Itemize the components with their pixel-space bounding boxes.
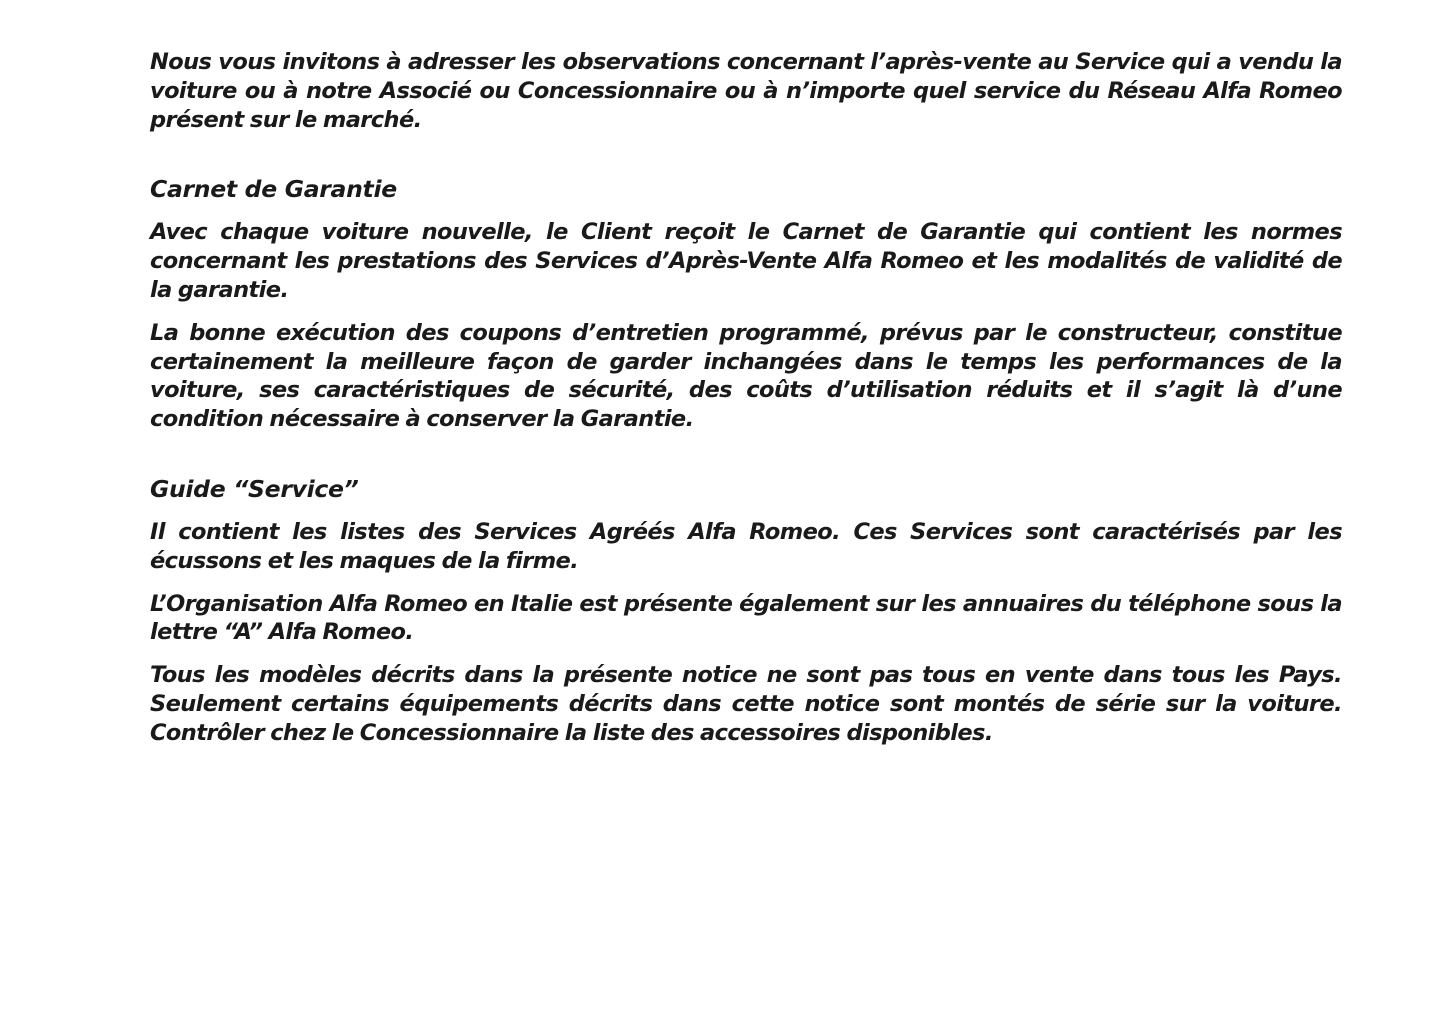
heading-guide-service: Guide “Service” [150,474,359,503]
section-spacer [150,134,1342,174]
carnet-paragraph-2: La bonne exécution des coupons d’entretien programmé, prévus par le constructeur, constitue certainement la meilleure façon de garder inchangées dans le temps les performances de la voiture, ses caractéristiques de sécurité, des coûts d’utilisation réduits et il s’agit là d’une condition nécessaire à conserver la Garantie. [150,319,1342,433]
intro-paragraph: Nous vous invitons à adresser les observations concernant l’après-vente au Service qui a vendu la voiture ou à notre Associé ou Concessionnaire ou à n’importe quel service du Réseau Alfa Romeo présent sur le marché. [150,49,1342,133]
section-spacer [150,434,1342,474]
paragraph-spacer [150,647,1342,661]
carnet-paragraph-1: Avec chaque voiture nouvelle, le Client reçoit le Carnet de Garantie qui contient les normes concernant les prestations des Services d’Après-Vente Alfa Romeo et les modalités de validité de la garantie. [150,219,1342,303]
guide-paragraph-2: L’Organisation Alfa Romeo en Italie est présente également sur les annuaires du téléphone sous la lettre “A” Alfa Romeo. [150,590,1342,646]
heading-spacer [150,504,1342,518]
guide-paragraph-1: Il contient les listes des Services Agréés Alfa Romeo. Ces Services sont caractérisés par les écussons et les maques de la firme. [150,518,1342,574]
heading-carnet-de-garantie: Carnet de Garantie [150,175,397,204]
guide-paragraph-3: Tous les modèles décrits dans la présente notice ne sont pas tous en vente dans tous les Pays. Seulement certains équipements décrits dans cette notice sont montés de série sur la voiture. Contrôler chez le Concessionnaire la liste des accessoires disponibles. [150,662,1342,746]
paragraph-spacer [150,305,1342,319]
document-page [150,48,1342,748]
heading-spacer [150,204,1342,218]
paragraph-spacer [150,576,1342,590]
